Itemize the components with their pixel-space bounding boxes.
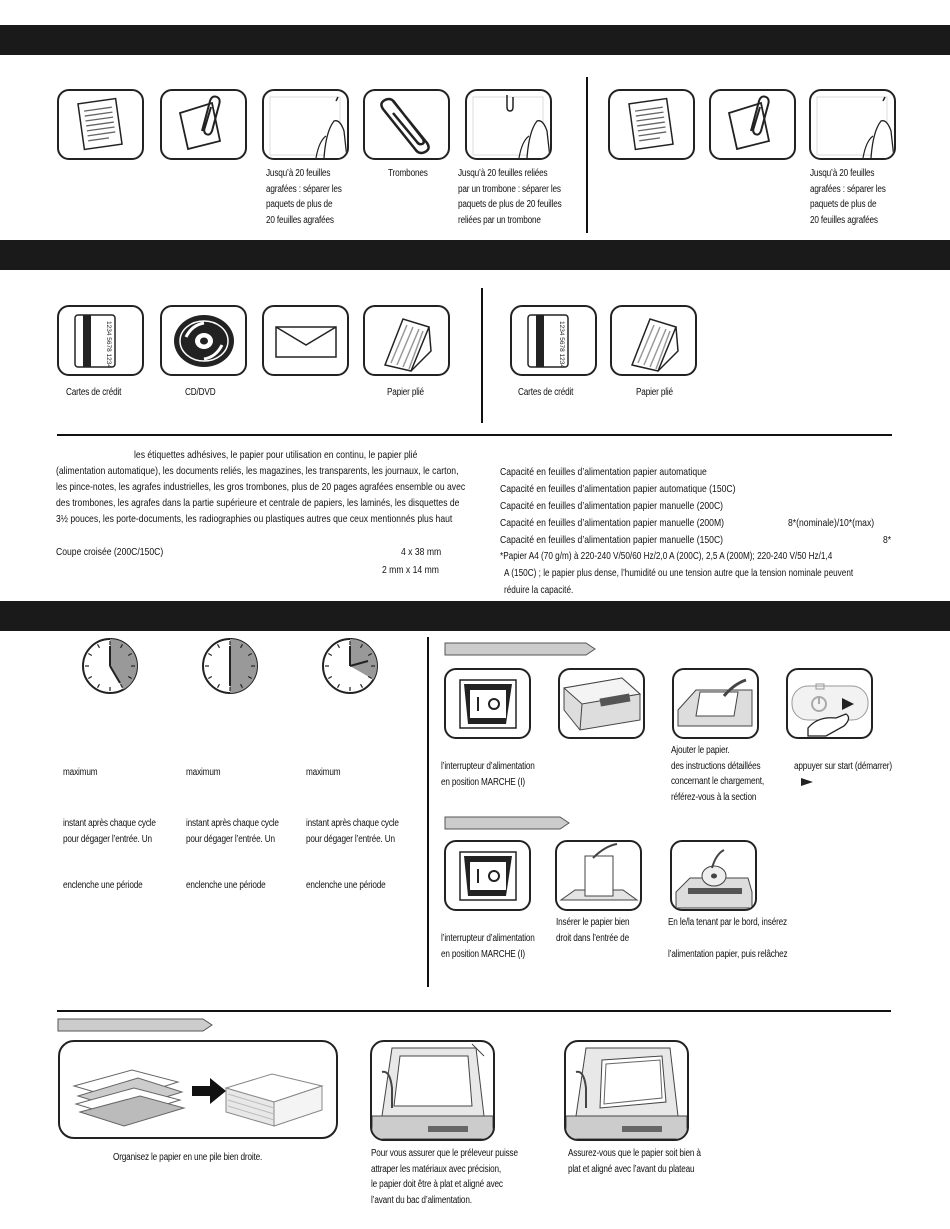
credit-card-label: Cartes de crédit bbox=[66, 387, 122, 398]
tip-stack-label: Organisez le papier en une pile bien droite. bbox=[113, 1152, 263, 1163]
paperclip-icon bbox=[365, 91, 448, 158]
icon-box-paperclip bbox=[363, 89, 450, 160]
insert-cd-icon bbox=[672, 842, 755, 909]
folded-paper-icon bbox=[612, 307, 695, 374]
icon-box-folded-paper bbox=[363, 305, 450, 376]
start-button-icon[interactable] bbox=[788, 670, 871, 737]
tray-flat-icon bbox=[566, 1042, 687, 1139]
capacity-line: Capacité en feuilles d’alimentation papier manuelle (200M) bbox=[500, 517, 724, 529]
not-accepted-line: les étiquettes adhésives, le papier pour utilisation en continu, le papier plié bbox=[134, 449, 418, 461]
insert-paper-icon bbox=[557, 842, 640, 909]
icon-box-paperclip-folder bbox=[709, 89, 796, 160]
icon-box-credit-card bbox=[57, 305, 144, 376]
tip-tray-aligned-label: Pour vous assurer que le préleveur puisse attraper les matériaux avec précision, le papier doit être à plat et aligné avec l’avant du bac d’alimentation. bbox=[371, 1148, 518, 1206]
clock-icon bbox=[80, 636, 140, 696]
icon-box-add-paper bbox=[672, 668, 759, 739]
manual-cd-label: En le/la tenant par le bord, insérez bbox=[668, 917, 788, 928]
capacity-line: Capacité en feuilles d’alimentation papier manuelle (150C) bbox=[500, 534, 724, 546]
shredder-machine-icon bbox=[560, 670, 643, 737]
manual-switch-label: l’interrupteur d’alimentation en position MARCHE (I) bbox=[441, 933, 535, 960]
icon-box-clipped-sheets bbox=[465, 89, 552, 160]
document-icon bbox=[59, 91, 142, 158]
add-paper-icon bbox=[674, 670, 757, 737]
stapled-sheets-icon bbox=[811, 91, 894, 158]
duty-maximum-label: maximum bbox=[63, 767, 98, 778]
paperclip-folder-icon bbox=[711, 91, 794, 158]
clock-icon bbox=[200, 636, 260, 696]
not-accepted-line: des trombones, les agrafes dans la partie supérieure et centrale de papiers, les laminés, les disquettes de bbox=[56, 497, 460, 509]
section-header-bar bbox=[0, 25, 950, 55]
manual-insert-label: Insérer le papier bien droit dans l’entrée de bbox=[556, 917, 630, 944]
folded-paper-label: Papier plié bbox=[636, 387, 673, 398]
icon-box-tray-aligned bbox=[370, 1040, 495, 1141]
capacity-line: Capacité en feuilles d’alimentation papier manuelle (200C) bbox=[500, 500, 724, 512]
icon-box-stapled-sheets bbox=[262, 89, 349, 160]
icon-box-paperclip-folder bbox=[160, 89, 247, 160]
footnote-line: réduire la capacité. bbox=[504, 585, 574, 596]
footnote-line: A (150C) ; le papier plus dense, l’humidité ou une tension autre que la tension nominale peuvent bbox=[504, 568, 854, 579]
icon-box-insert-paper bbox=[555, 840, 642, 911]
paperclip-label: Trombones bbox=[388, 168, 428, 179]
icon-box-start-button[interactable] bbox=[786, 668, 873, 739]
credit-card-icon bbox=[512, 307, 595, 374]
icon-box-shredder-machine bbox=[558, 668, 645, 739]
icon-box-stack-paper bbox=[58, 1040, 338, 1139]
manual-cd-label: l’alimentation papier, puis relâchez bbox=[668, 949, 788, 960]
icon-box-document bbox=[608, 89, 695, 160]
not-accepted-line: les pince-notes, les agrafes industrielles, les gros trombones, plus de 20 pages agrafées ensemble ou avec bbox=[56, 481, 466, 493]
power-switch-icon bbox=[446, 842, 529, 909]
duty-enclenche-label: enclenche une période bbox=[306, 880, 386, 891]
duty-instant-label: instant après chaque cycle pour dégager l’entrée. Un bbox=[186, 818, 279, 845]
auto-switch-label: l’interrupteur d’alimentation en position MARCHE (I) bbox=[441, 761, 535, 788]
horizontal-rule bbox=[57, 1010, 891, 1012]
icon-box-insert-cd bbox=[670, 840, 757, 911]
clock-icon bbox=[320, 636, 380, 696]
stapled-sheets-label: Jusqu’à 20 feuilles agrafées : séparer les paquets de plus de 20 feuilles agrafées bbox=[266, 168, 342, 226]
power-switch-icon bbox=[446, 670, 529, 737]
duty-enclenche-label: enclenche une période bbox=[63, 880, 143, 891]
section-divider bbox=[427, 637, 429, 987]
folded-paper-icon bbox=[365, 307, 448, 374]
tip-tray-flat-label: Assurez-vous que le papier soit bien à plat et aligné avec l’avant du plateau bbox=[568, 1148, 701, 1175]
icon-box-folded-paper bbox=[610, 305, 697, 376]
icon-box-power-switch bbox=[444, 668, 531, 739]
duty-maximum-label: maximum bbox=[186, 767, 221, 778]
step-arrow-icon bbox=[57, 1018, 213, 1032]
folded-paper-label: Papier plié bbox=[387, 387, 424, 398]
section-divider bbox=[586, 77, 588, 233]
not-accepted-line: 3½ pouces, les porte-documents, les radiographies ou plastiques autres que ceux mentionnés plus haut bbox=[56, 513, 453, 525]
step-arrow-icon bbox=[444, 816, 570, 830]
credit-card-label: Cartes de crédit bbox=[518, 387, 574, 398]
horizontal-rule bbox=[57, 434, 892, 436]
icon-box-envelope bbox=[262, 305, 349, 376]
card-number: 1234 5678 1234 bbox=[105, 321, 112, 368]
card-number: 1234 5678 1234 bbox=[558, 321, 565, 368]
section-header-bar bbox=[0, 240, 950, 270]
document-icon bbox=[610, 91, 693, 158]
paperclip-folder-icon bbox=[162, 91, 245, 158]
icon-box-cd bbox=[160, 305, 247, 376]
capacity-line: Capacité en feuilles d’alimentation papier automatique (150C) bbox=[500, 483, 736, 495]
play-icon bbox=[800, 777, 814, 787]
clipped-sheets-icon bbox=[467, 91, 550, 158]
clipped-sheets-label: Jusqu’à 20 feuilles reliées par un trombone : séparer les paquets de plus de 20 feuilles reliées par un trombone bbox=[458, 168, 562, 226]
duty-instant-label: instant après chaque cycle pour dégager l’entrée. Un bbox=[306, 818, 399, 845]
stapled-sheets-label: Jusqu’à 20 feuilles agrafées : séparer les paquets de plus de 20 feuilles agrafées bbox=[810, 168, 886, 226]
cut-value: 2 mm x 14 mm bbox=[382, 564, 439, 576]
icon-box-power-switch bbox=[444, 840, 531, 911]
auto-start-label: appuyer sur start (démarrer) bbox=[794, 761, 892, 772]
icon-box-document bbox=[57, 89, 144, 160]
footnote-line: *Papier A4 (70 g/m) à 220-240 V/50/60 Hz/2,0 A (200C), 2,5 A (200M); 220-240 V/50 Hz/1,4 bbox=[500, 551, 833, 562]
icon-box-credit-card bbox=[510, 305, 597, 376]
cut-label: Coupe croisée (200C/150C) bbox=[56, 546, 164, 558]
duty-maximum-label: maximum bbox=[306, 767, 341, 778]
section-divider bbox=[481, 288, 483, 423]
not-accepted-line: (alimentation automatique), les documents reliés, les magazines, les transparents, les journaux, le carton, bbox=[56, 465, 459, 477]
auto-load-label: Ajouter le papier. des instructions détaillées concernant le chargement, référez-vous à la section bbox=[671, 745, 764, 803]
duty-instant-label: instant après chaque cycle pour dégager l’entrée. Un bbox=[63, 818, 156, 845]
icon-box-tray-flat bbox=[564, 1040, 689, 1141]
envelope-icon bbox=[264, 307, 347, 374]
duty-enclenche-label: enclenche une période bbox=[186, 880, 266, 891]
cut-value: 4 x 38 mm bbox=[401, 546, 442, 558]
stapled-sheets-icon bbox=[264, 91, 347, 158]
cd-dvd-icon bbox=[162, 307, 245, 374]
stack-paper-icon bbox=[60, 1042, 336, 1137]
tray-aligned-icon bbox=[372, 1042, 493, 1139]
capacity-value: 8*(nominale)/10*(max) bbox=[788, 517, 875, 529]
capacity-line: Capacité en feuilles d’alimentation papier automatique bbox=[500, 466, 707, 478]
icon-box-stapled-sheets bbox=[809, 89, 896, 160]
capacity-value: 8* bbox=[883, 534, 892, 546]
section-header-bar bbox=[0, 601, 950, 631]
credit-card-icon bbox=[59, 307, 142, 374]
cd-dvd-label: CD/DVD bbox=[185, 387, 216, 398]
step-arrow-icon bbox=[444, 642, 596, 656]
